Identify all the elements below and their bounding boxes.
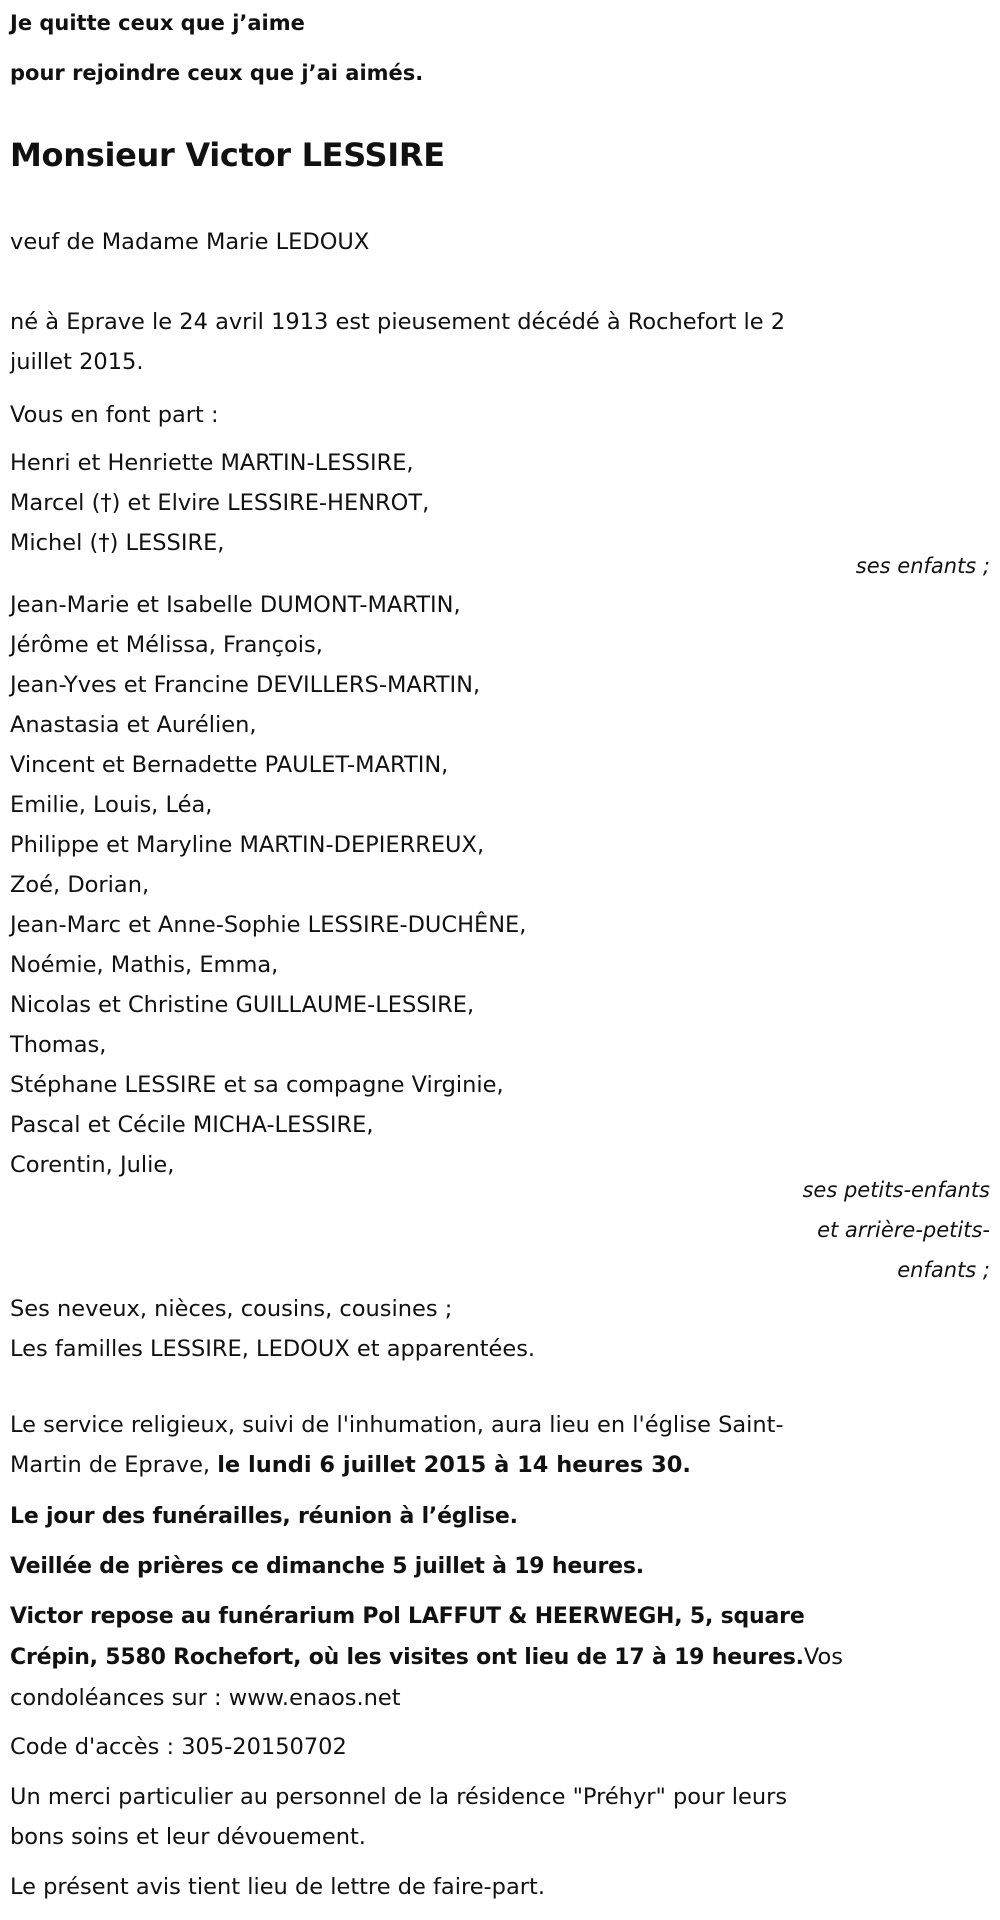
children-list xyxy=(10,443,429,563)
quote-line: Je quitte ceux que j’aime xyxy=(10,11,305,35)
grandchildren-list xyxy=(10,585,526,1185)
visiting-hours: Crépin, 5580 Rochefort, où les visites ont lieu de 17 à 19 heures. xyxy=(10,1645,804,1670)
list-item: Corentin, Julie, xyxy=(10,1152,175,1178)
condolences-link-line[interactable]: condoléances sur : www.enaos.net xyxy=(10,1685,401,1711)
list-item: Jérôme et Mélissa, François, xyxy=(10,632,323,658)
access-code: Code d'accès : 305-20150702 xyxy=(10,1734,347,1760)
service-place: Martin de Eprave, xyxy=(10,1452,218,1478)
service-line xyxy=(10,1445,784,1485)
announce-text: Vous en font part : xyxy=(10,402,219,428)
children-label: ses enfants ; xyxy=(855,554,990,578)
condolences-prefix: Vos xyxy=(803,1644,843,1670)
list-item: Jean-Marc et Anne-Sophie LESSIRE-DUCHÊNE, xyxy=(10,912,527,938)
meeting-info: Le jour des funérailles, réunion à l’église. xyxy=(10,1504,518,1529)
funeral-home-line: Victor repose au funérarium Pol LAFFUT & HEERWEGH, 5, square xyxy=(10,1604,805,1629)
epitaph-quote xyxy=(10,0,423,98)
list-item: Jean-Marie et Isabelle DUMONT-MARTIN, xyxy=(10,592,461,618)
closing-text: Le présent avis tient lieu de lettre de faire-part. xyxy=(10,1874,545,1900)
grandchildren-label xyxy=(802,1170,990,1290)
list-item: Philippe et Maryline MARTIN-DEPIERREUX, xyxy=(10,832,485,858)
list-item: Ses neveux, nièces, cousins, cousines ; xyxy=(10,1296,453,1322)
list-item: Jean-Yves et Francine DEVILLERS-MARTIN, xyxy=(10,672,481,698)
relatives-list xyxy=(10,1289,535,1369)
quote-line: pour rejoindre ceux que j’ai aimés. xyxy=(10,61,424,85)
service-info xyxy=(10,1405,784,1485)
funeral-home-line xyxy=(10,1637,843,1678)
list-item: Nicolas et Christine GUILLAUME-LESSIRE, xyxy=(10,992,475,1018)
grandchildren-label-line: et arrière-petits- xyxy=(817,1218,990,1242)
service-datetime: le lundi 6 juillet 2015 à 14 heures 30. xyxy=(217,1452,691,1478)
list-item: Les familles LESSIRE, LEDOUX et apparentées. xyxy=(10,1336,536,1362)
funeral-home-info xyxy=(10,1597,843,1718)
list-item: Pascal et Cécile MICHA-LESSIRE, xyxy=(10,1112,374,1138)
list-item: Henri et Henriette MARTIN-LESSIRE, xyxy=(10,450,414,476)
list-item: Noémie, Mathis, Emma, xyxy=(10,952,279,978)
list-item: Stéphane LESSIRE et sa compagne Virginie, xyxy=(10,1072,504,1098)
service-line: Le service religieux, suivi de l'inhumation, aura lieu en l'église Saint- xyxy=(10,1412,784,1438)
list-item: Vincent et Bernadette PAULET-MARTIN, xyxy=(10,752,449,778)
widow-of: veuf de Madame Marie LEDOUX xyxy=(10,229,370,255)
grandchildren-label-line: ses petits-enfants xyxy=(802,1178,990,1202)
birth-death-line: juillet 2015. xyxy=(10,349,144,375)
thanks-line: bons soins et leur dévouement. xyxy=(10,1824,366,1850)
thanks-line: Un merci particulier au personnel de la résidence "Préhyr" pour leurs xyxy=(10,1784,788,1810)
list-item: Michel (†) LESSIRE, xyxy=(10,530,225,556)
thanks-text xyxy=(10,1777,787,1857)
vigil-info: Veillée de prières ce dimanche 5 juillet à 19 heures. xyxy=(10,1554,644,1579)
birth-death-line: né à Eprave le 24 avril 1913 est pieusement décédé à Rochefort le 2 xyxy=(10,309,786,335)
birth-death-text xyxy=(10,302,785,382)
list-item: Thomas, xyxy=(10,1032,107,1058)
list-item: Zoé, Dorian, xyxy=(10,872,150,898)
list-item: Marcel (†) et Elvire LESSIRE-HENROT, xyxy=(10,490,430,516)
list-item: Emilie, Louis, Léa, xyxy=(10,792,213,818)
grandchildren-label-line: enfants ; xyxy=(897,1258,990,1282)
list-item: Anastasia et Aurélien, xyxy=(10,712,257,738)
deceased-name: Monsieur Victor LESSIRE xyxy=(10,136,445,174)
